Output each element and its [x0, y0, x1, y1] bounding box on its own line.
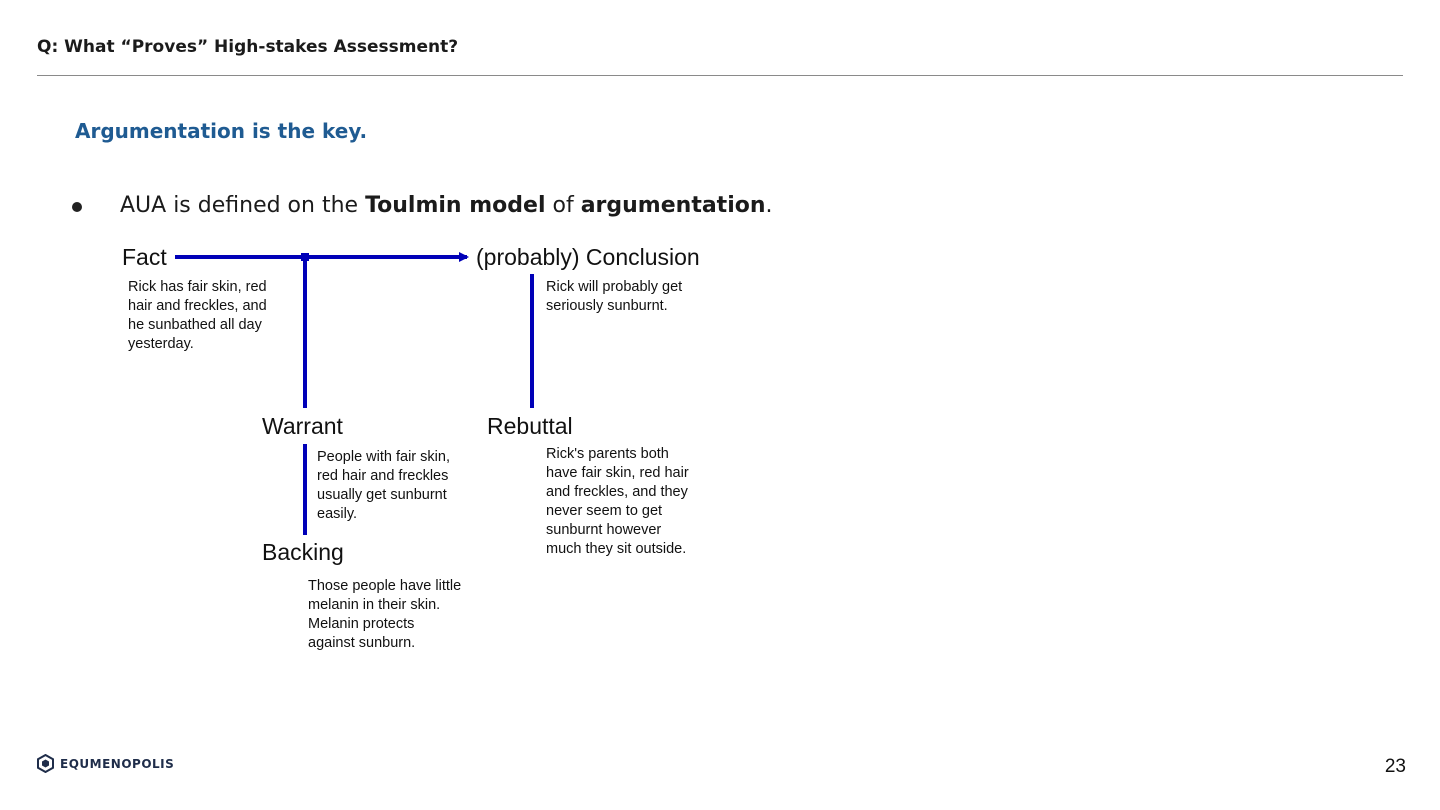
conclusion-label: (probably) Conclusion [476, 244, 700, 270]
backing-text: Those people have little melanin in their skin. Melanin protects against sunburn. [308, 578, 462, 651]
fact-label: Fact [122, 244, 167, 270]
slide-title: Q: What “Proves” High-stakes Assessment? [37, 37, 459, 57]
bullet-middle: of [545, 193, 581, 218]
brand-logo-icon [37, 754, 54, 773]
bullet-bold-argumentation: argumentation [580, 193, 766, 218]
warrant-text: People with fair skin, red hair and freckles usually get sunburnt easily. [317, 449, 450, 522]
rebuttal-text: Rick's parents both have fair skin, red hair and freckles, and they never seem to get sunburnt however much they sit outside. [546, 446, 689, 557]
section-heading: Argumentation is the key. [75, 119, 368, 143]
rebuttal-label: Rebuttal [487, 413, 573, 439]
footer-brand [37, 754, 174, 773]
brand-name: EQUMENOPOLIS [60, 756, 175, 771]
bullet-prefix: AUA is defined on the [120, 193, 366, 218]
warrant-label: Warrant [262, 413, 343, 439]
bullet-suffix: . [765, 193, 773, 218]
backing-label: Backing [262, 539, 344, 565]
page-number: 23 [1384, 756, 1406, 777]
conclusion-text: Rick will probably get seriously sunburnt. [546, 279, 683, 314]
fact-text: Rick has fair skin, red hair and freckles, and he sunbathed all day yesterday. [128, 279, 267, 352]
bullet-bold-toulmin: Toulmin model [365, 193, 546, 218]
